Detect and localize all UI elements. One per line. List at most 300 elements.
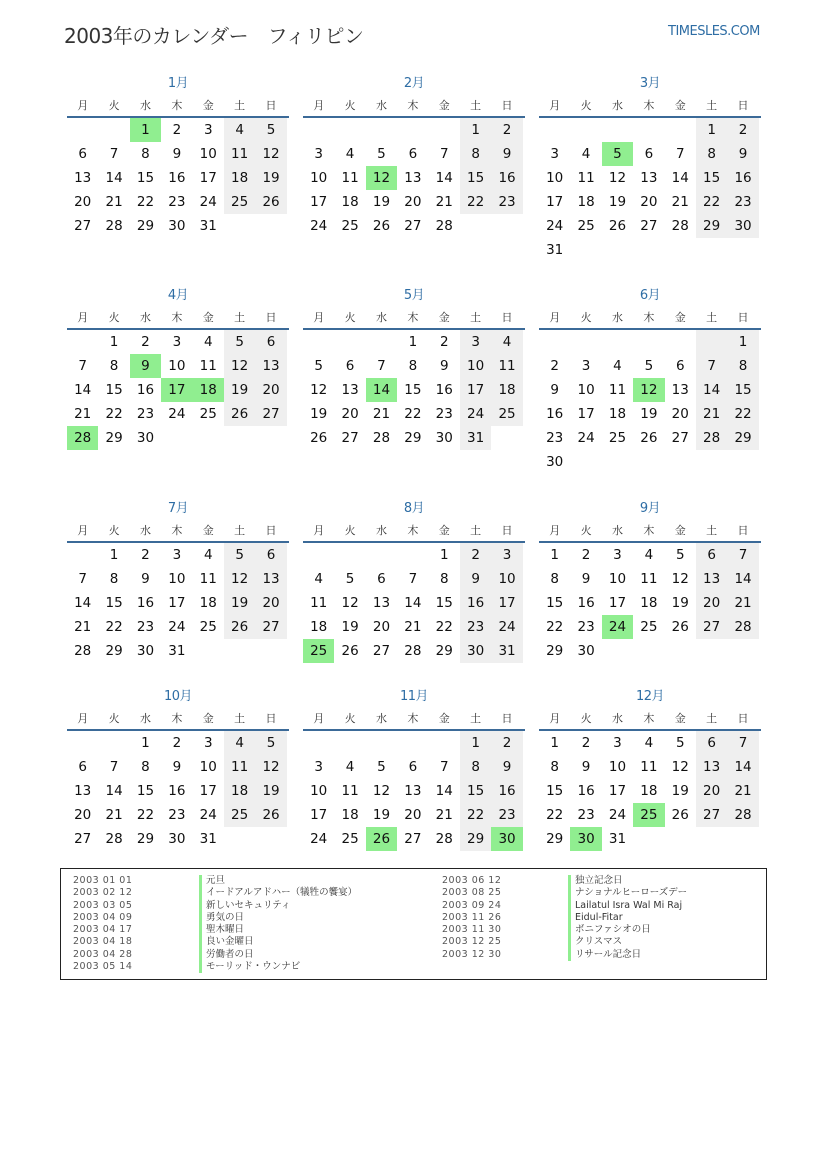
empty-day-cell [67, 330, 98, 354]
day-cell: 29 [404, 430, 422, 446]
day-cell: 24 [168, 406, 186, 422]
empty-day-cell [193, 639, 224, 663]
month-name: 10月 [163, 689, 193, 704]
empty-day-cell [633, 450, 664, 474]
day-cell: 10 [460, 354, 491, 378]
empty-day-cell [224, 827, 255, 851]
weekday-label: 火 [580, 712, 592, 725]
day-cell: 7 [109, 146, 119, 162]
day-cell: 13 [696, 567, 727, 591]
day-cell: 25 [341, 831, 359, 847]
day-cell: 23 [136, 619, 155, 635]
weekday-label: 金 [202, 712, 214, 725]
day-cell: 9 [439, 358, 449, 374]
day-cell: 28 [671, 218, 689, 234]
month-5 [303, 286, 525, 450]
week-row [67, 827, 289, 851]
weekday-label: 水 [375, 311, 387, 324]
day-cell: 29 [546, 831, 564, 847]
empty-day-cell [665, 827, 696, 851]
weekday-label: 水 [139, 99, 151, 112]
day-cell: 3 [172, 334, 182, 350]
empty-day-cell [570, 450, 601, 474]
day-cell: 18 [193, 378, 224, 402]
weekday-label: 日 [737, 99, 749, 112]
weekday-label: 木 [171, 311, 183, 324]
day-cell: 22 [727, 402, 758, 426]
day-cell: 25 [224, 803, 255, 827]
month-name: 11月 [399, 689, 429, 704]
day-cell: 8 [550, 571, 559, 587]
holiday-row [442, 912, 687, 924]
day-cell: 22 [105, 619, 123, 635]
day-cell: 24 [602, 615, 633, 639]
day-cell: 7 [78, 358, 87, 374]
day-cell: 31 [199, 831, 217, 847]
day-cell: 25 [341, 218, 359, 234]
day-cell: 29 [105, 430, 123, 446]
month-name: 7月 [167, 501, 189, 516]
week-row [539, 731, 761, 755]
empty-day-cell [255, 639, 286, 663]
day-cell: 27 [640, 218, 658, 234]
day-cell: 26 [366, 827, 397, 851]
day-cell: 12 [633, 378, 664, 402]
empty-day-cell [665, 330, 696, 354]
holiday-date: 2003 04 17 [73, 924, 133, 936]
weekday-label: 金 [438, 99, 450, 112]
month-name: 1月 [167, 76, 189, 91]
day-cell: 14 [366, 378, 397, 402]
day-cell: 2 [460, 543, 491, 567]
week-row [539, 543, 761, 567]
week-row [303, 755, 525, 779]
day-cell: 5 [675, 735, 685, 751]
weekday-label: 火 [108, 524, 120, 537]
week-row [539, 354, 761, 378]
day-cell: 7 [109, 759, 119, 775]
week-row [303, 615, 525, 639]
day-cell: 13 [404, 170, 422, 186]
day-cell: 10 [310, 783, 328, 799]
weekday-label: 土 [234, 99, 246, 112]
weekday-label: 水 [139, 524, 151, 537]
day-cell: 20 [671, 406, 689, 422]
empty-day-cell [696, 238, 727, 262]
day-cell: 23 [727, 190, 758, 214]
day-cell: 25 [491, 402, 522, 426]
week-row [539, 330, 761, 354]
day-cell: 27 [255, 615, 286, 639]
day-cell: 19 [372, 807, 391, 823]
empty-day-cell [460, 214, 491, 238]
week-row [67, 639, 289, 663]
day-cell: 5 [224, 543, 255, 567]
day-cell: 7 [439, 146, 449, 162]
day-cell: 12 [608, 170, 627, 186]
weekday-label: 木 [171, 712, 183, 725]
weekday-label: 金 [674, 99, 686, 112]
weekday-label: 火 [108, 99, 120, 112]
day-cell: 15 [404, 382, 422, 398]
weekday-label: 水 [611, 524, 623, 537]
weekday-label: 月 [549, 712, 561, 725]
weekday-label: 日 [737, 524, 749, 537]
day-cell: 16 [491, 166, 522, 190]
day-cell: 3 [172, 547, 182, 563]
empty-day-cell [303, 118, 334, 142]
week-row [303, 190, 525, 214]
day-cell: 23 [577, 807, 595, 823]
day-cell: 17 [577, 406, 595, 422]
day-cell: 13 [671, 382, 689, 398]
week-row [303, 827, 525, 851]
day-cell: 13 [255, 354, 286, 378]
empty-day-cell [366, 731, 397, 755]
holiday-date: 2003 04 18 [73, 936, 133, 948]
day-cell: 3 [203, 735, 213, 751]
empty-day-cell [255, 214, 286, 238]
day-cell: 9 [172, 146, 182, 162]
day-cell: 22 [546, 619, 564, 635]
day-cell: 30 [435, 430, 453, 446]
day-cell: 16 [136, 382, 155, 398]
holiday-name: 元旦 [199, 875, 225, 887]
weekday-label: 水 [611, 311, 623, 324]
weekday-label: 月 [549, 99, 561, 112]
weekday-header [539, 707, 761, 731]
day-cell: 17 [491, 591, 522, 615]
empty-day-cell [224, 214, 255, 238]
weekday-label: 日 [265, 712, 277, 725]
day-cell: 3 [203, 122, 213, 138]
day-cell: 26 [671, 807, 689, 823]
day-cell: 11 [310, 595, 328, 611]
day-cell: 30 [546, 454, 564, 470]
day-cell: 22 [105, 406, 123, 422]
day-cell: 22 [136, 807, 155, 823]
day-cell: 13 [372, 595, 391, 611]
week-row [303, 543, 525, 567]
week-row [303, 639, 525, 663]
empty-day-cell [633, 639, 664, 663]
day-cell: 5 [224, 330, 255, 354]
day-cell: 18 [341, 807, 359, 823]
day-cell: 9 [141, 571, 150, 587]
empty-day-cell [303, 731, 334, 755]
day-cell: 26 [224, 615, 255, 639]
day-cell: 28 [67, 426, 98, 450]
day-cell: 24 [491, 615, 522, 639]
day-cell: 6 [255, 330, 286, 354]
month-name: 3月 [639, 76, 661, 91]
empty-day-cell [665, 450, 696, 474]
day-cell: 16 [727, 166, 758, 190]
day-cell: 21 [435, 194, 453, 210]
empty-day-cell [727, 827, 758, 851]
empty-day-cell [98, 731, 129, 755]
day-cell: 29 [435, 643, 453, 659]
holiday-row [442, 924, 687, 936]
day-cell: 27 [404, 831, 422, 847]
empty-day-cell [665, 238, 696, 262]
month-6 [539, 286, 761, 474]
day-cell: 4 [581, 146, 591, 162]
week-row [67, 591, 289, 615]
weekday-header [67, 707, 289, 731]
day-cell: 21 [727, 591, 758, 615]
week-row [303, 803, 525, 827]
empty-day-cell [602, 238, 633, 262]
day-cell: 12 [255, 142, 286, 166]
empty-day-cell [696, 827, 727, 851]
day-cell: 7 [727, 543, 758, 567]
holiday-name: 良い金曜日 [199, 936, 254, 948]
week-row [539, 238, 761, 262]
day-cell: 16 [460, 591, 491, 615]
month-name: 4月 [167, 288, 189, 303]
day-cell: 27 [671, 430, 689, 446]
weekday-label: 日 [501, 712, 513, 725]
week-row [539, 567, 761, 591]
day-cell: 8 [408, 358, 418, 374]
day-cell: 13 [255, 567, 286, 591]
week-row [539, 827, 761, 851]
week-row [303, 142, 525, 166]
day-cell: 27 [341, 430, 359, 446]
day-cell: 4 [203, 334, 213, 350]
month-4 [67, 286, 289, 450]
day-cell: 28 [74, 643, 92, 659]
day-cell: 26 [372, 218, 391, 234]
week-row [67, 803, 289, 827]
day-cell: 2 [439, 334, 449, 350]
weekday-label: 水 [375, 524, 387, 537]
day-cell: 1 [141, 735, 150, 751]
day-cell: 18 [608, 406, 627, 422]
empty-day-cell [67, 731, 98, 755]
day-cell: 23 [546, 430, 564, 446]
weekday-header [539, 94, 761, 118]
weekday-label: 火 [108, 311, 120, 324]
week-row [67, 190, 289, 214]
empty-day-cell [570, 118, 601, 142]
day-cell: 4 [224, 118, 255, 142]
day-cell: 11 [608, 382, 627, 398]
day-cell: 31 [199, 218, 217, 234]
day-cell: 12 [341, 595, 359, 611]
holiday-date: 2003 06 12 [442, 875, 502, 886]
day-cell: 6 [696, 543, 727, 567]
day-cell: 14 [435, 783, 453, 799]
day-cell: 6 [255, 543, 286, 567]
weekday-label: 金 [202, 524, 214, 537]
day-cell: 3 [314, 759, 323, 775]
day-cell: 5 [345, 571, 355, 587]
holiday-name: Lailatul Isra Wal Mi Raj [568, 900, 682, 912]
day-cell: 16 [577, 595, 595, 611]
holiday-row [442, 936, 687, 948]
day-cell: 11 [640, 759, 658, 775]
week-row [539, 166, 761, 190]
day-cell: 22 [404, 406, 422, 422]
empty-day-cell [334, 731, 365, 755]
empty-day-cell [727, 639, 758, 663]
empty-day-cell [98, 118, 129, 142]
weekday-label: 木 [171, 524, 183, 537]
site-brand-link[interactable]: TIMESLES.COM [668, 24, 760, 39]
day-cell: 8 [141, 759, 150, 775]
day-cell: 30 [168, 218, 186, 234]
week-row [539, 142, 761, 166]
weekday-label: 木 [643, 524, 655, 537]
weekday-label: 日 [265, 311, 277, 324]
day-cell: 14 [74, 382, 92, 398]
day-cell: 14 [727, 755, 758, 779]
day-cell: 25 [640, 619, 658, 635]
day-cell: 2 [141, 547, 150, 563]
day-cell: 17 [161, 378, 192, 402]
day-cell: 4 [203, 547, 213, 563]
day-cell: 14 [727, 567, 758, 591]
weekday-label: 月 [549, 311, 561, 324]
empty-day-cell [570, 238, 601, 262]
empty-day-cell [491, 214, 522, 238]
empty-day-cell [491, 426, 522, 450]
day-cell: 19 [224, 591, 255, 615]
weekday-label: 火 [344, 311, 356, 324]
holiday-name: モーリッド・ウンナビ [199, 961, 300, 973]
weekday-label: 月 [313, 99, 325, 112]
day-cell: 26 [640, 430, 658, 446]
day-cell: 11 [224, 142, 255, 166]
empty-day-cell [334, 118, 365, 142]
day-cell: 22 [460, 803, 491, 827]
weekday-label: 月 [549, 524, 561, 537]
day-cell: 17 [460, 378, 491, 402]
day-cell: 15 [727, 378, 758, 402]
day-cell: 21 [105, 807, 123, 823]
weekday-label: 土 [234, 311, 246, 324]
week-row [539, 402, 761, 426]
empty-day-cell [397, 118, 428, 142]
week-row [303, 731, 525, 755]
day-cell: 10 [199, 759, 217, 775]
day-cell: 3 [613, 547, 622, 563]
empty-day-cell [727, 238, 758, 262]
day-cell: 15 [546, 595, 564, 611]
holiday-list-left [73, 875, 357, 973]
day-cell: 11 [577, 170, 595, 186]
week-row [539, 426, 761, 450]
day-cell: 25 [199, 619, 217, 635]
day-cell: 10 [491, 567, 522, 591]
day-cell: 29 [136, 831, 155, 847]
weekday-label: 水 [139, 712, 151, 725]
weekday-label: 土 [706, 524, 718, 537]
day-cell: 31 [491, 639, 522, 663]
day-cell: 11 [224, 755, 255, 779]
day-cell: 5 [675, 547, 685, 563]
day-cell: 29 [546, 643, 564, 659]
empty-day-cell [727, 450, 758, 474]
day-cell: 6 [408, 146, 418, 162]
weekday-label: 土 [470, 99, 482, 112]
day-cell: 12 [366, 166, 397, 190]
month-1 [67, 74, 289, 238]
empty-day-cell [366, 118, 397, 142]
week-row [67, 378, 289, 402]
empty-day-cell [255, 827, 286, 851]
day-cell: 9 [581, 759, 591, 775]
week-row [67, 166, 289, 190]
day-cell: 16 [136, 595, 155, 611]
day-cell: 18 [310, 619, 328, 635]
day-cell: 7 [696, 354, 727, 378]
week-row [539, 755, 761, 779]
day-cell: 25 [633, 803, 664, 827]
week-row [539, 639, 761, 663]
day-cell: 20 [255, 591, 286, 615]
day-cell: 21 [404, 619, 422, 635]
day-cell: 3 [314, 146, 323, 162]
day-cell: 18 [224, 779, 255, 803]
day-cell: 20 [74, 807, 92, 823]
day-cell: 5 [377, 146, 386, 162]
day-cell: 4 [224, 731, 255, 755]
week-row [67, 755, 289, 779]
week-row [67, 214, 289, 238]
holiday-date: 2003 09 24 [442, 899, 502, 911]
day-cell: 16 [577, 783, 595, 799]
holiday-row [442, 875, 687, 887]
week-row [303, 426, 525, 450]
empty-day-cell [633, 238, 664, 262]
weekday-header [539, 519, 761, 543]
day-cell: 15 [136, 170, 155, 186]
day-cell: 27 [74, 218, 92, 234]
day-cell: 30 [168, 831, 186, 847]
day-cell: 24 [310, 831, 328, 847]
day-cell: 18 [640, 783, 658, 799]
empty-day-cell [161, 426, 192, 450]
weekday-label: 月 [77, 524, 89, 537]
day-cell: 27 [404, 218, 422, 234]
weekday-header [303, 519, 525, 543]
day-cell: 12 [310, 382, 328, 398]
month-12 [539, 687, 761, 851]
empty-day-cell [696, 639, 727, 663]
week-row [303, 402, 525, 426]
day-cell: 18 [341, 194, 359, 210]
day-cell: 16 [168, 170, 186, 186]
week-row [303, 166, 525, 190]
day-cell: 22 [136, 194, 155, 210]
month-name: 2月 [403, 76, 425, 91]
day-cell: 2 [172, 735, 182, 751]
day-cell: 14 [105, 783, 123, 799]
weekday-label: 金 [438, 311, 450, 324]
day-cell: 9 [491, 755, 522, 779]
week-row [303, 330, 525, 354]
holiday-name: イードアルアドハー（犠牲の饗宴） [199, 887, 357, 899]
day-cell: 12 [372, 783, 391, 799]
week-row [67, 615, 289, 639]
day-cell: 19 [372, 194, 391, 210]
day-cell: 1 [696, 118, 727, 142]
empty-day-cell [429, 731, 460, 755]
empty-day-cell [366, 543, 397, 567]
